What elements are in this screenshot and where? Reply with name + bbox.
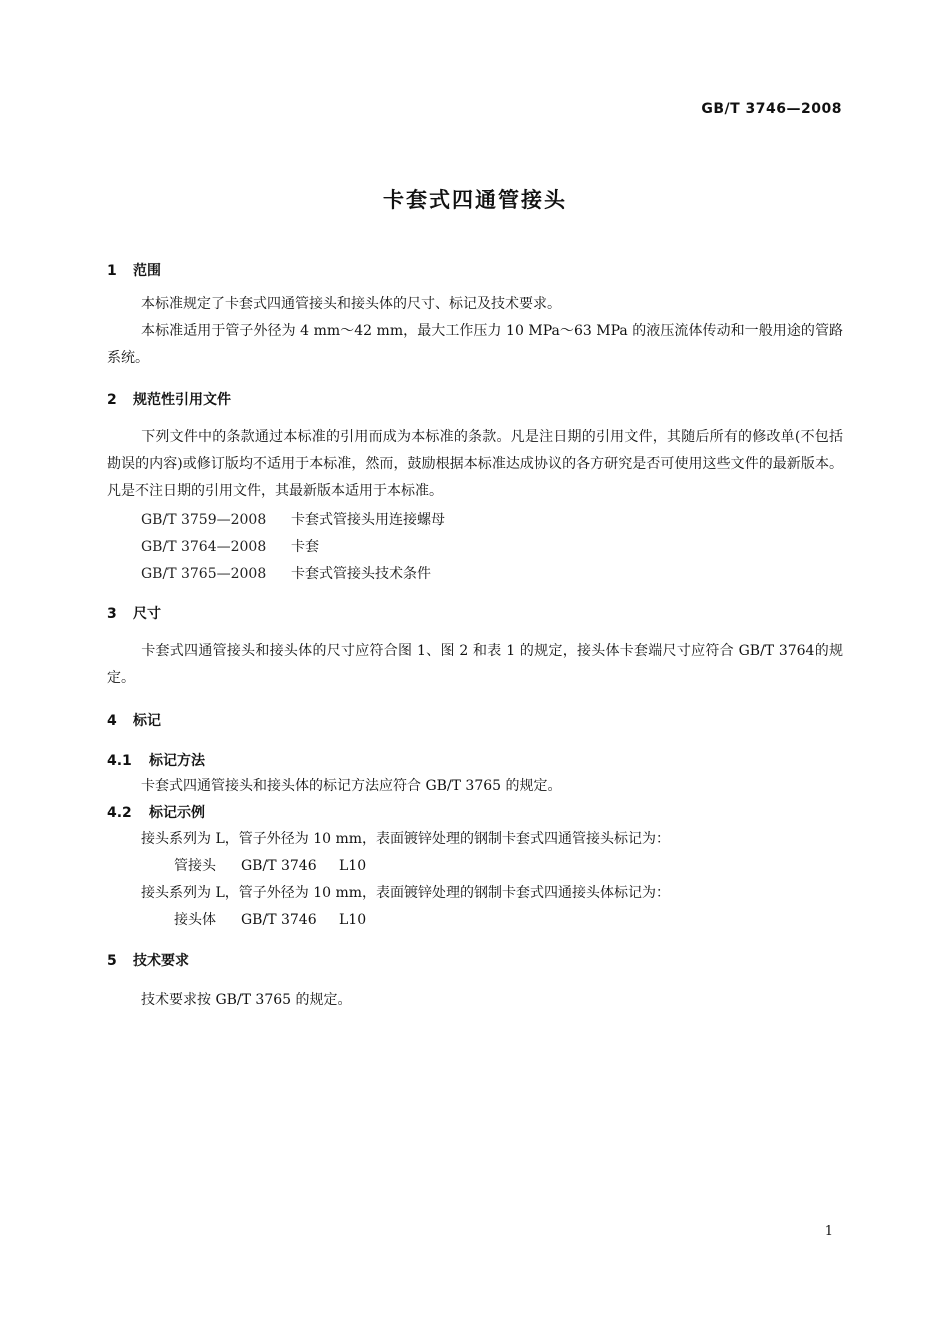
reference-item [141,536,319,556]
subsection-number: 4.2 [107,805,132,821]
section-title: 技术要求 [133,953,189,969]
document-title: 卡套式四通管接头 [383,188,567,212]
section-number: 2 [107,392,117,408]
mark-item: 管接头 [174,858,216,874]
section-number: 3 [107,606,117,622]
subsection-number: 4.1 [107,753,132,769]
mark-code: GB/T 3746 [241,858,317,874]
section-title: 范围 [133,263,161,279]
paragraph-text: 本标准适用于管子外径为 4 mm～42 mm，最大工作压力 10 MPa～63 MPa 的液压流体传动和一般用途的管路系统。 [107,323,843,366]
reference-title: 卡套式管接头用连接螺母 [291,512,445,528]
section-number: 1 [107,263,117,279]
section-title: 尺寸 [133,606,161,622]
section-3-heading [107,603,161,623]
section-4-heading [107,710,161,730]
reference-code: GB/T 3765—2008 [141,566,267,582]
standard-code: GB/T 3746—2008 [701,101,842,117]
marking-example-2-text: 接头系列为 L，管子外径为 10 mm，表面镀锌处理的钢制卡套式四通接头体标记为： [141,885,671,901]
section-1-paragraph-2 [107,318,843,372]
marking-example-1 [174,855,366,875]
section-title: 标记 [133,713,161,729]
mark-code: GB/T 3746 [241,912,317,928]
reference-item [141,509,445,529]
section-title: 规范性引用文件 [133,392,231,408]
reference-title: 卡套式管接头技术条件 [291,566,431,582]
subsection-title: 标记示例 [149,805,205,821]
subsection-title: 标记方法 [149,753,205,769]
section-1-paragraph-1 [107,291,843,318]
page-number: 1 [824,1224,833,1239]
section-1-heading [107,260,161,280]
section-5-heading [107,950,189,970]
reference-item [141,563,431,583]
section-5-paragraph: 技术要求按 GB/T 3765 的规定。 [141,992,352,1008]
subsection-4-2-heading [107,802,205,822]
subsection-4-1-paragraph: 卡套式四通管接头和接头体的标记方法应符合 GB/T 3765 的规定。 [141,778,562,794]
section-2-paragraph-1 [107,424,843,505]
mark-item: 接头体 [174,912,216,928]
section-number: 4 [107,713,117,729]
reference-code: GB/T 3759—2008 [141,512,267,528]
reference-title: 卡套 [291,539,319,555]
paragraph-text: 下列文件中的条款通过本标准的引用而成为本标准的条款。凡是注日期的引用文件，其随后所有的修改单(不包括勘误的内容)或修订版均不适用于本标准，然而，鼓励根据本标准达成协议的各方研究是否可使用这些文件的最新版本。凡是不注日期的引用文件，其最新版本适用于本标准。 [107,429,843,499]
marking-example-2 [174,909,366,929]
reference-code: GB/T 3764—2008 [141,539,267,555]
marking-example-1-text: 接头系列为 L，管子外径为 10 mm，表面镀锌处理的钢制卡套式四通管接头标记为： [141,831,671,847]
paragraph-text: 本标准规定了卡套式四通管接头和接头体的尺寸、标记及技术要求。 [141,296,561,312]
section-number: 5 [107,953,117,969]
section-3-paragraph-1 [107,638,843,692]
subsection-4-1-heading [107,750,205,770]
mark-size: L10 [339,912,367,928]
mark-size: L10 [339,858,367,874]
paragraph-text: 卡套式四通管接头和接头体的尺寸应符合图 1、图 2 和表 1 的规定，接头体卡套端尺寸应符合 GB/T 3764的规定。 [107,643,843,686]
section-2-heading [107,389,231,409]
